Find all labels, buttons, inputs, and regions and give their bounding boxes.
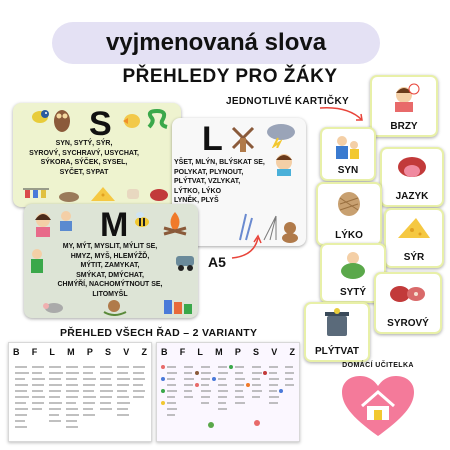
card-m xyxy=(24,204,198,318)
a5-arrow-icon xyxy=(226,232,266,262)
flashcard-plytvat xyxy=(304,302,370,362)
sheet-letter: P xyxy=(86,347,93,357)
sheet-letter-row xyxy=(161,347,295,357)
sheet-letter-row xyxy=(13,347,147,357)
flashcard-jazyk xyxy=(380,147,444,207)
tongue-icon xyxy=(396,155,428,181)
girl-icon xyxy=(30,210,56,238)
sheet-letter: F xyxy=(31,347,38,357)
storm-cloud-icon xyxy=(264,122,298,148)
bird-icon xyxy=(29,107,51,125)
overview-sheet-1 xyxy=(8,342,152,442)
flashcard-label: SYTÝ xyxy=(339,287,367,298)
card-l-line: LYNĚK, PLYŠ xyxy=(174,197,219,204)
clock-person-icon xyxy=(388,83,420,113)
card-s-line: SYČET, SYPAT xyxy=(59,168,109,176)
bee-icon xyxy=(132,210,152,230)
flashcards-heading: JEDNOTLIVÉ KARTIČKY xyxy=(226,96,349,107)
page-title: vyjmenovaná slova xyxy=(105,29,327,56)
card-m-words xyxy=(40,242,180,299)
card-l-line: POLYKAT, PLYNOUT, xyxy=(174,168,244,176)
flashcard-label: BRZY xyxy=(390,121,418,132)
flashcard-label: PLÝTVAT xyxy=(314,346,360,357)
sheet-letter: L xyxy=(49,347,55,357)
sheet-letter: S xyxy=(105,347,112,357)
sheet-word-columns xyxy=(13,363,147,437)
card-l-letter: L xyxy=(202,120,223,158)
sheet-letter: B xyxy=(13,347,20,357)
sheet-letter: Z xyxy=(141,347,147,357)
twine-icon xyxy=(334,190,364,218)
full-person-icon xyxy=(336,249,370,279)
card-s-line: SYROVÝ, SYCHRAVÝ, USYCHAT, xyxy=(29,149,139,157)
sheet-letter: Z xyxy=(289,347,295,357)
flashcard-label: SÝR xyxy=(403,252,425,263)
flashcard-label: LÝKO xyxy=(335,230,363,241)
sheet-letter: F xyxy=(179,347,186,357)
brand-name: DOMÁCÍ UČITELKA xyxy=(342,362,414,369)
card-m-line: HMYZ, MYŠ, HLEMÝŽĎ, xyxy=(70,252,150,260)
flashcard-label: SYROVÝ xyxy=(387,318,429,329)
sheet-letter: L xyxy=(197,347,203,357)
card-m-illustrations xyxy=(34,298,194,316)
overview-sheet-2 xyxy=(156,342,300,442)
sheet-letter: V xyxy=(123,347,130,357)
thinking-person-icon xyxy=(58,210,74,232)
flashcard-brzy xyxy=(370,75,438,137)
flashcards-arrow-icon xyxy=(318,104,366,126)
campfire-icon xyxy=(160,208,190,238)
page-subtitle: PŘEHLEDY PRO ŽÁKY xyxy=(122,66,338,87)
format-label: A5 xyxy=(208,254,226,270)
card-m-line: LITOMYŠL xyxy=(92,290,128,298)
snake-icon xyxy=(145,107,171,131)
card-l-line: LÝTKO, LÝKO xyxy=(174,187,222,195)
flashcard-label: JAZYK xyxy=(395,191,429,202)
sheet-letter: M xyxy=(215,347,223,357)
card-l-line: PLÝTVAT, VZLYKAT, xyxy=(174,178,241,185)
chick-icon xyxy=(121,109,143,129)
owl-icon xyxy=(53,105,71,133)
flashcard-syn xyxy=(320,127,376,181)
trash-bin-icon xyxy=(324,308,350,338)
card-s-line: SÝKORA, SÝČEK, SYSEL, xyxy=(40,159,128,166)
flashcard-label: SYN xyxy=(337,165,359,176)
card-s xyxy=(13,103,181,207)
title-pill xyxy=(52,22,380,64)
card-m-line: SMÝKAT, DMÝCHAT, xyxy=(76,271,144,279)
overview-heading: PŘEHLED VŠECH ŘAD – 2 VARIANTY xyxy=(60,327,258,339)
sheet-letter: M xyxy=(67,347,75,357)
card-m-line: CHMÝŘÍ, NACHOMÝTNOUT SE, xyxy=(57,281,163,288)
father-son-icon xyxy=(332,133,364,161)
car-icon xyxy=(174,248,196,274)
card-m-line: MY, MÝT, MYSLIT, MÝLIT SE, xyxy=(62,243,158,250)
sheet-letter: P xyxy=(234,347,241,357)
sheet-letter: V xyxy=(271,347,278,357)
card-s-words xyxy=(19,139,149,177)
sheet-word-columns-illustrated xyxy=(161,363,295,437)
crying-child-icon xyxy=(272,152,296,176)
flashcard-syrovy xyxy=(374,272,442,334)
flashcard-lyko xyxy=(316,182,382,246)
sheet-letter: S xyxy=(253,347,260,357)
raw-meat-icon xyxy=(388,280,428,306)
windmill-icon xyxy=(230,124,256,152)
card-s-line: SYN, SYTÝ, SÝR, xyxy=(55,140,113,147)
sheet-letter: B xyxy=(161,347,168,357)
card-m-line: MÝTIT, ZAMYKAT, xyxy=(80,262,140,269)
card-l-words xyxy=(174,158,270,206)
card-s-illustrations xyxy=(21,183,171,203)
card-m-letter: M xyxy=(100,206,129,244)
heart-house-logo-icon xyxy=(340,374,416,440)
card-l-line: YŠET, MLÝN, BLÝSKAT SE, xyxy=(174,159,265,166)
flashcard-syr xyxy=(384,208,444,268)
card-s-letter: S xyxy=(89,105,112,143)
cheese-icon xyxy=(396,216,432,242)
